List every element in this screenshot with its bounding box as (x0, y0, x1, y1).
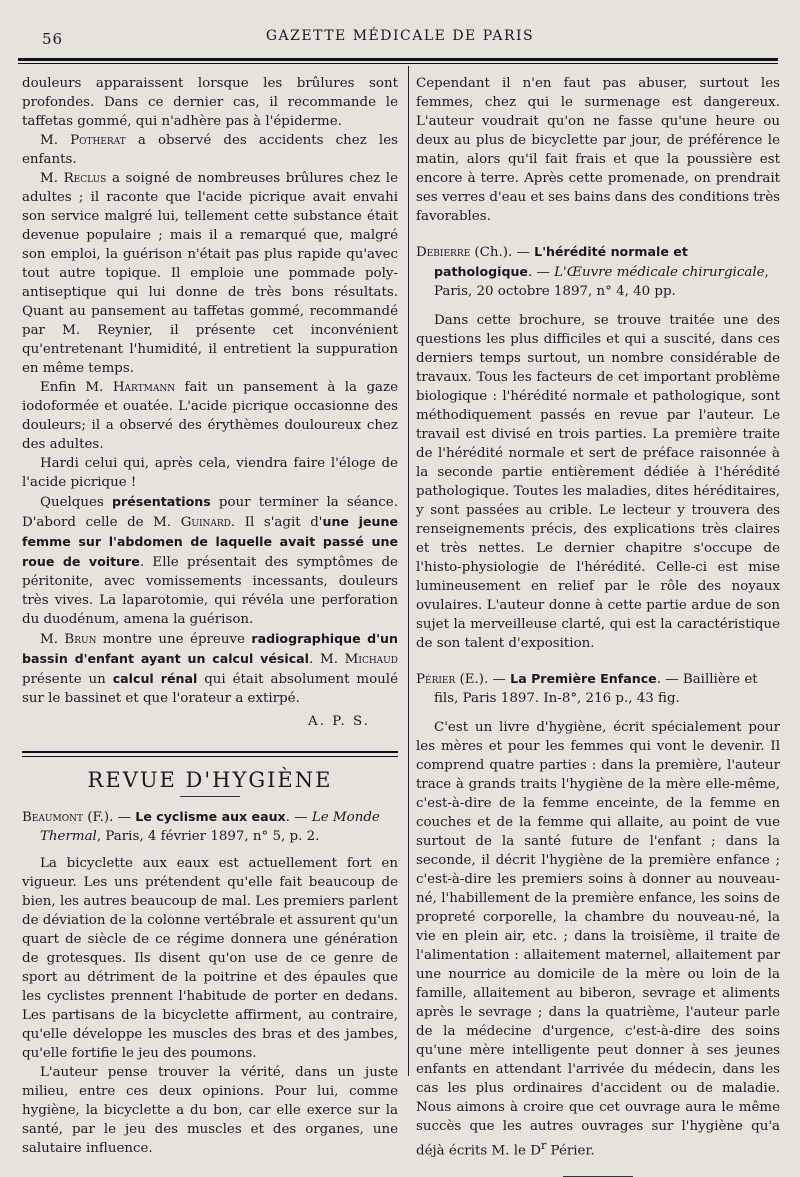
paragraph (416, 718, 780, 1160)
section-divider (22, 751, 398, 757)
paragraph (22, 492, 398, 629)
author-name: Périer (416, 672, 456, 687)
text-run: . Il s'agit d' (230, 515, 323, 530)
text-run: C'est un livre d'hygiène, écrit spécialement pour les mères et pour les femmes qui vont le devenir. Il comprend quatre parties : dans la première, l'auteur trace à grands traits l'hygiène de la mère elle-même, c'est-à-dire de la femme enceinte, de la femme en couches et de la femme qui allaite, au point de vue surtout de la santé future de l'enfant ; dans la seconde, il décrit l'hygiène de la première enfance ; c'est-à-dire les premiers soins à donner au nouveau-né, l'habillement de la première enfance, les soins de propreté corporelle, la chambre du nouveau-né, la vie en plein air, etc. ; dans la troisième, il traite de l'alimentation : allaitement maternel, allaitement par une nourrice au domicile de la mère ou loin de la famille, allaitement au biberon, sevrage et aliments après le sevrage ; dans la quatrième, l'auteur parle de la médecine d'urgence, c'est-à-dire des soins qu'une mère intelligente peut donner à ses jeunes enfants en attendant l'arrivée du médecin, dans les cas les plus ordinaires d'accident ou de maladie. Nous aimons à croire que cet ouvrage aura le même succès que les autres ouvrages sur l'hygiène qu'a déjà écrits M. le D (416, 720, 780, 1159)
section-title: REVUE D'HYGIÈNE (87, 768, 333, 792)
text-run: présente un (22, 672, 113, 687)
paragraph: La bicyclette aux eaux est actuellement fort en vigueur. Les uns prétendent qu'elle fait beaucoup de bien, les autres beaucoup de mal. Les premiers parlent de déviation de la colonne vertébrale et assurent qu'un quart de siècle de ce régime donnera une génération de grotesques. Ils disent qu'on use de ce genre de sport au détriment de la poitrine et des épaules que les cyclistes prennent l'habitude de porter en dedans. Les partisans de la bicyclette affirment, au contraire, qu'elle développe les muscles des bras et des jambes, qu'elle fortifie le jeu des poumons. (22, 856, 398, 1061)
bibliographic-reference (22, 807, 398, 846)
text-run: qui était absolument moulé sur le bassinet et que l'orateur a extirpé. (22, 672, 398, 706)
text-run: (Ch.). — (470, 245, 535, 260)
signature: A. P. S. (308, 714, 370, 729)
author-name: Debierre (416, 245, 471, 260)
paragraph: Hardi celui qui, après cela, viendra faire l'éloge de l'acide picrique ! (22, 456, 398, 490)
paragraph: douleurs apparaissent lorsque les brûlures sont profondes. Dans ce dernier cas, il recommande le taffetas gommé, qui n'adhère pas à l'épiderme. (22, 76, 398, 129)
text-run: (F.). — (82, 810, 136, 825)
paragraph: L'auteur pense trouver la vérité, dans un juste milieu, entre ces deux opinions. Pour lui, comme hygiène, la bicyclette a du bon, car elle exerce sur la santé, par le jeu des muscles et des organes, une salutaire influence. (22, 1065, 398, 1156)
right-column (416, 74, 780, 1177)
text-run: M. (40, 632, 65, 647)
column-divider (408, 66, 409, 1076)
bold-text: une jeune femme sur l'abdomen de laquelle avait passé une roue de voiture (22, 514, 398, 569)
text-run: montre une épreuve (96, 632, 252, 647)
person-name: Brun (64, 632, 97, 647)
journal-name: L'Œuvre médicale chirurgicale (554, 265, 765, 280)
journal-title: GAZETTE MÉDICALE DE PARIS (265, 28, 535, 44)
text-run: Enfin M. (40, 380, 113, 395)
text-run: . — Baillière et fils, Paris 1897. In-8°, 216 p., 43 fig. (434, 672, 758, 706)
title-underline (180, 796, 240, 797)
header-rule-thin (18, 63, 778, 64)
bibliographic-reference (416, 669, 780, 708)
text-run: Quelques (40, 495, 112, 510)
text-run: . M. (309, 652, 345, 667)
page-number: 56 (42, 30, 64, 48)
person-name: Guinard (180, 515, 231, 530)
left-column (22, 74, 398, 1158)
work-title: Le cyclisme aux eaux (135, 809, 286, 824)
work-title: L'hérédité normale et pathologique (434, 244, 688, 279)
text-run: , Paris, 4 février 1897, n° 5, p. 2. (96, 829, 320, 844)
bold-text: calcul rénal (112, 671, 198, 686)
bold-text: radiographique d'un bassin d'enfant ayant un calcul vésical (22, 631, 398, 666)
paragraph (22, 378, 398, 454)
person-name: Michaud (344, 652, 398, 667)
person-name: M. Reclus (40, 171, 107, 186)
header-rule-thick (18, 58, 778, 61)
page-header (0, 24, 800, 50)
text-run: Périer. (546, 1143, 595, 1159)
bibliographic-reference (416, 242, 780, 301)
journal-name: Le Monde Thermal (40, 810, 380, 844)
text-run: (E.). — (455, 672, 511, 687)
text-run: fait un pansement à la gaze iodoformée et ouatée. L'acide picrique occasionne des douleurs; il a observé des érythèmes douloureux chez des adultes. (22, 380, 399, 452)
paragraph (22, 629, 398, 708)
person-name: M. Potherat (40, 133, 126, 148)
text-run: . — (285, 810, 312, 825)
paragraph: Cependant il n'en faut pas abuser, surtout les femmes, chez qui le surmenage est dangereux. L'auteur voudrait qu'on ne fasse qu'une heure ou deux au plus de bicyclette par jour, de préférence le matin, alors qu'il fait frais et que la poussière est encore à terre. Après cette promenade, on prendrait ses verres d'eau et ses bains dans des conditions très favorables. (416, 76, 780, 224)
superscript: r (540, 1139, 547, 1152)
text-run: a observé des accidents chez les enfants. (22, 133, 398, 167)
paragraph (22, 131, 398, 169)
text-run: a soigné de nombreuses brûlures chez le adultes ; il raconte que l'acide picrique avait envahi son service malgré lui, tellement cette substance était devenue populaire ; mais il a remarqué que, malgré son emploi, la guérison n'était pas plus rapide qu'avec tout autre topique. Il emploie une pommade poly-antiseptique qui lui donne de très bons résultats. Quant au pansement au taffetas gommé, recommandé par M. Reynier, il présente cet inconvénient qu'entretenant l'humidité, il entretient la suppuration en même temps. (22, 171, 399, 376)
author-name: Beaumont (22, 810, 83, 825)
text-run: pour terminer la séance. D'abord celle de M. (22, 495, 398, 530)
text-run: . Elle présentait des symptômes de péritonite, avec vomissements incessants, douleurs très vives. La laparotomie, qui révéla une perforation du duodénum, amena la guérison. (22, 555, 398, 627)
text-run: , Paris, 20 octobre 1897, n° 4, 40 pp. (434, 265, 769, 299)
bold-text: présentations (111, 494, 211, 509)
person-name: Hartmann (112, 380, 176, 395)
paragraph: Dans cette brochure, se trouve traitée une des questions les plus difficiles et qui a suscité, dans ces derniers temps surtout, un nombre considérable de travaux. Tous les facteurs de cet important problème biologique : l'hérédité normale et pathologique, sont méthodiquement passés en revue par l'auteur. Le travail est divisé en trois parties. La première traite de l'hérédité normale et sert de préface raisonnée à la seconde partie entièrement dédiée à l'hérédité pathologique. Toutes les maladies, dites héréditaires, y sont passées au crible. Le lecteur y trouvera des renseignements précis, des explications très claires et très nettes. Le dernier chapitre s'occupe de l'histo-physiologie de l'hérédité. Celle-ci est mise lumineusement en relief par le rôle des noyaux ovulaires. L'auteur donne à cette partie ardue de son sujet la merveilleuse clarté, qui est la caractéristique de son talent d'exposition. (416, 313, 780, 651)
text-run: . — (527, 265, 555, 280)
paragraph (22, 169, 398, 378)
work-title: La Première Enfance (510, 671, 657, 686)
